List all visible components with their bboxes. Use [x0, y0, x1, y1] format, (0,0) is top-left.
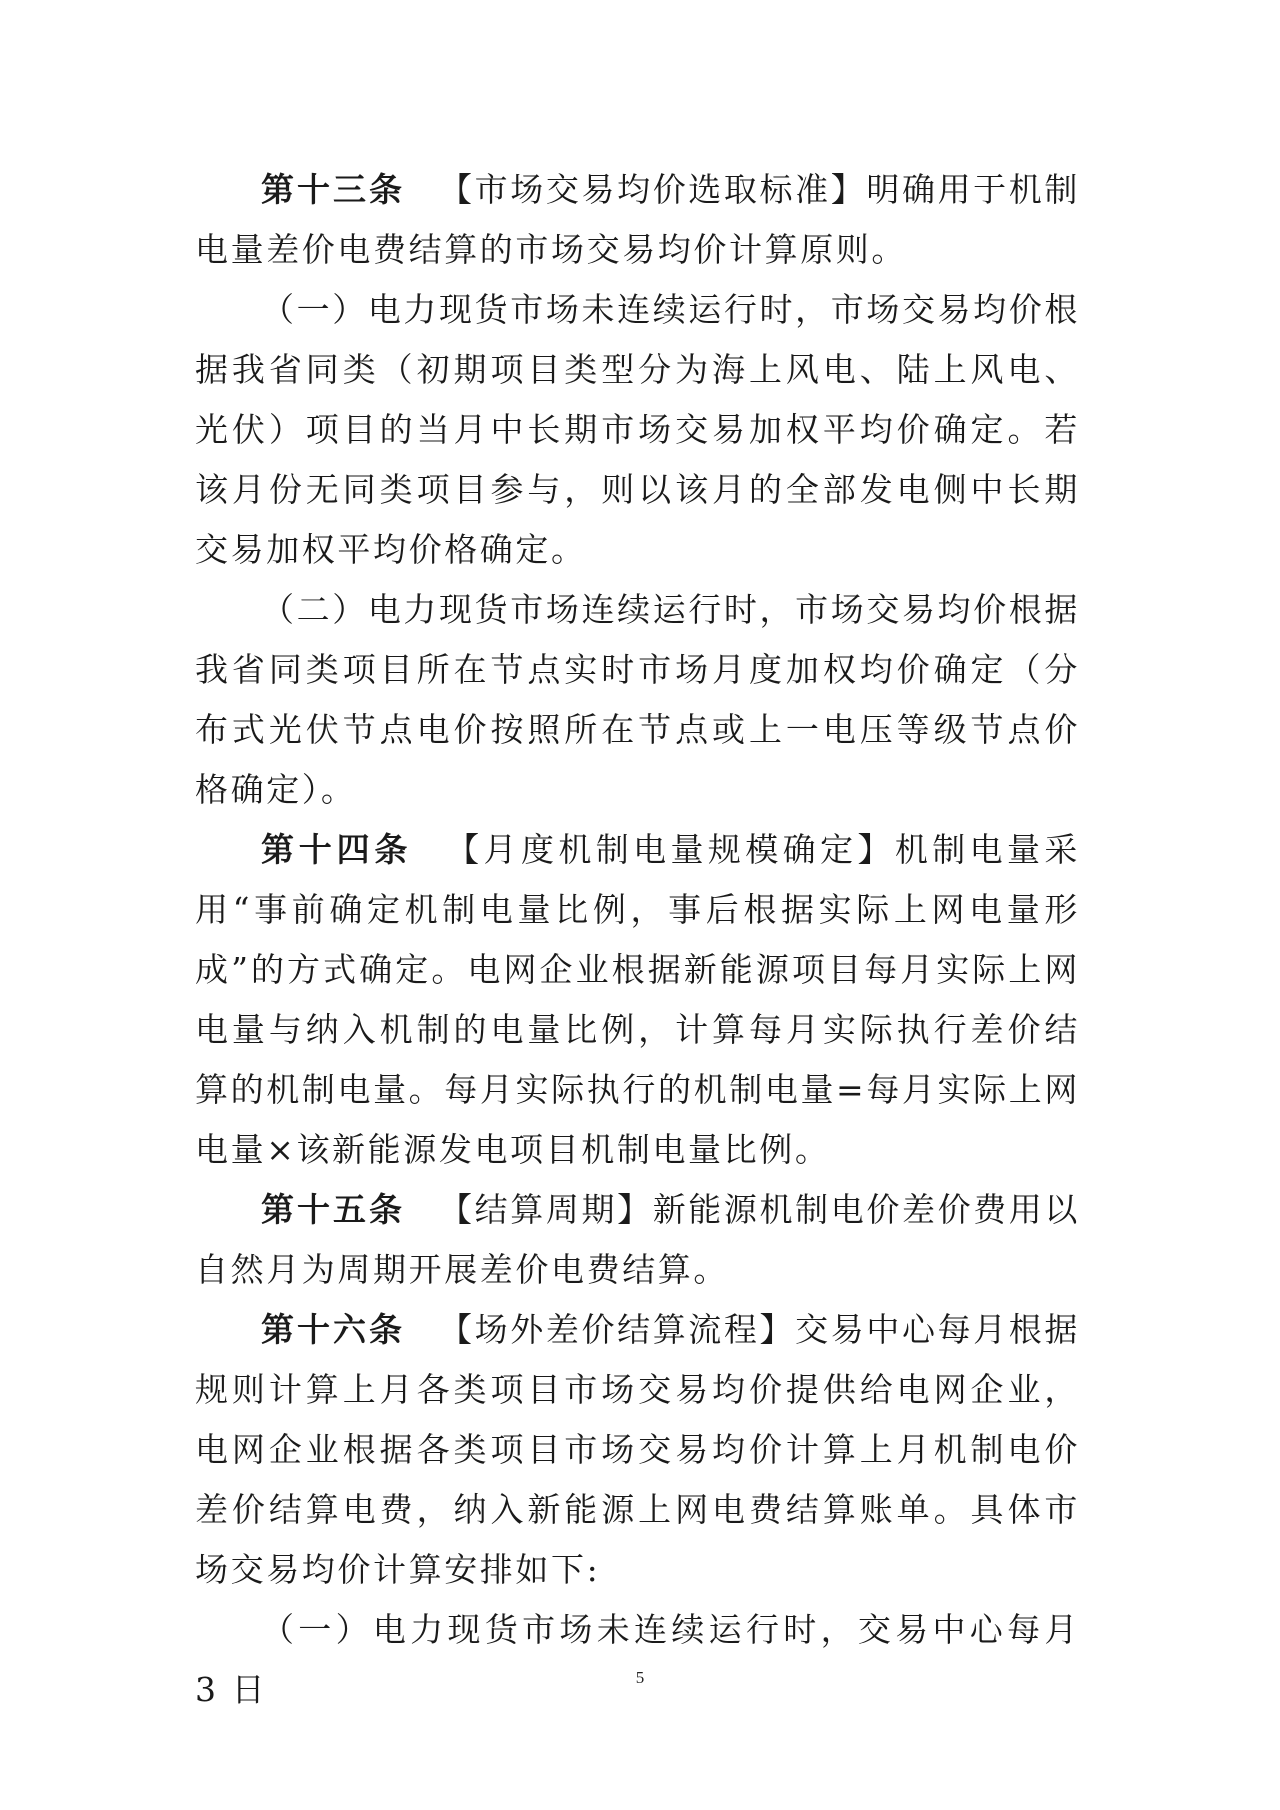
paragraph-text: 【月度机制电量规模确定】机制电量采用“事前确定机制电量比例，事后根据实际上网电量形成”的方式确定。电网企业根据新能源项目每月实际上网电量与纳入机制的电量比例，计算每月实际执行差价结算的机制电量。每月实际执行的机制电量=每月实际上网电量×该新能源发电项目机制电量比例。 [195, 830, 1081, 1169]
paragraph-article-14 [195, 820, 1080, 1180]
document-body [195, 160, 1080, 1720]
paragraph-article-13 [195, 160, 1080, 280]
article-heading: 第十三条 [261, 170, 406, 209]
paragraph-text: （一）电力现货市场未连续运行时，市场交易均价根据我省同类（初期项目类型分为海上风电、陆上风电、光伏）项目的当月中长期市场交易加权平均价确定。若该月份无同类项目参与，则以该月的全部发电侧中长期交易加权平均价格确定。 [195, 290, 1080, 569]
article-heading: 第十六条 [261, 1310, 406, 1349]
article-heading: 第十四条 [261, 830, 413, 869]
paragraph-article-16 [195, 1300, 1080, 1600]
paragraph-text: 【市场交易均价选取标准】明确用于机制电量差价电费结算的市场交易均价计算原则。 [195, 170, 1080, 269]
paragraph-article-15 [195, 1180, 1080, 1300]
paragraph-item-1 [195, 280, 1080, 580]
paragraph-text: （一）电力现货市场未连续运行时，交易中心每月 3 日 [195, 1610, 1080, 1709]
page-number: 5 [635, 1668, 645, 1687]
paragraph-text: 【场外差价结算流程】交易中心每月根据规则计算上月各类项目市场交易均价提供给电网企业，电网企业根据各类项目市场交易均价计算上月机制电价差价结算电费，纳入新能源上网电费结算账单。具体市场交易均价计算安排如下: [195, 1310, 1080, 1589]
article-heading: 第十五条 [261, 1190, 406, 1229]
paragraph-item-2 [195, 580, 1080, 820]
paragraph-text: （二）电力现货市场连续运行时，市场交易均价根据我省同类项目所在节点实时市场月度加权均价确定（分布式光伏节点电价按照所在节点或上一电压等级节点价格确定）。 [195, 590, 1080, 809]
paragraph-item-3 [195, 1600, 1080, 1720]
paragraph-text: 【结算周期】新能源机制电价差价费用以自然月为周期开展差价电费结算。 [195, 1190, 1080, 1289]
